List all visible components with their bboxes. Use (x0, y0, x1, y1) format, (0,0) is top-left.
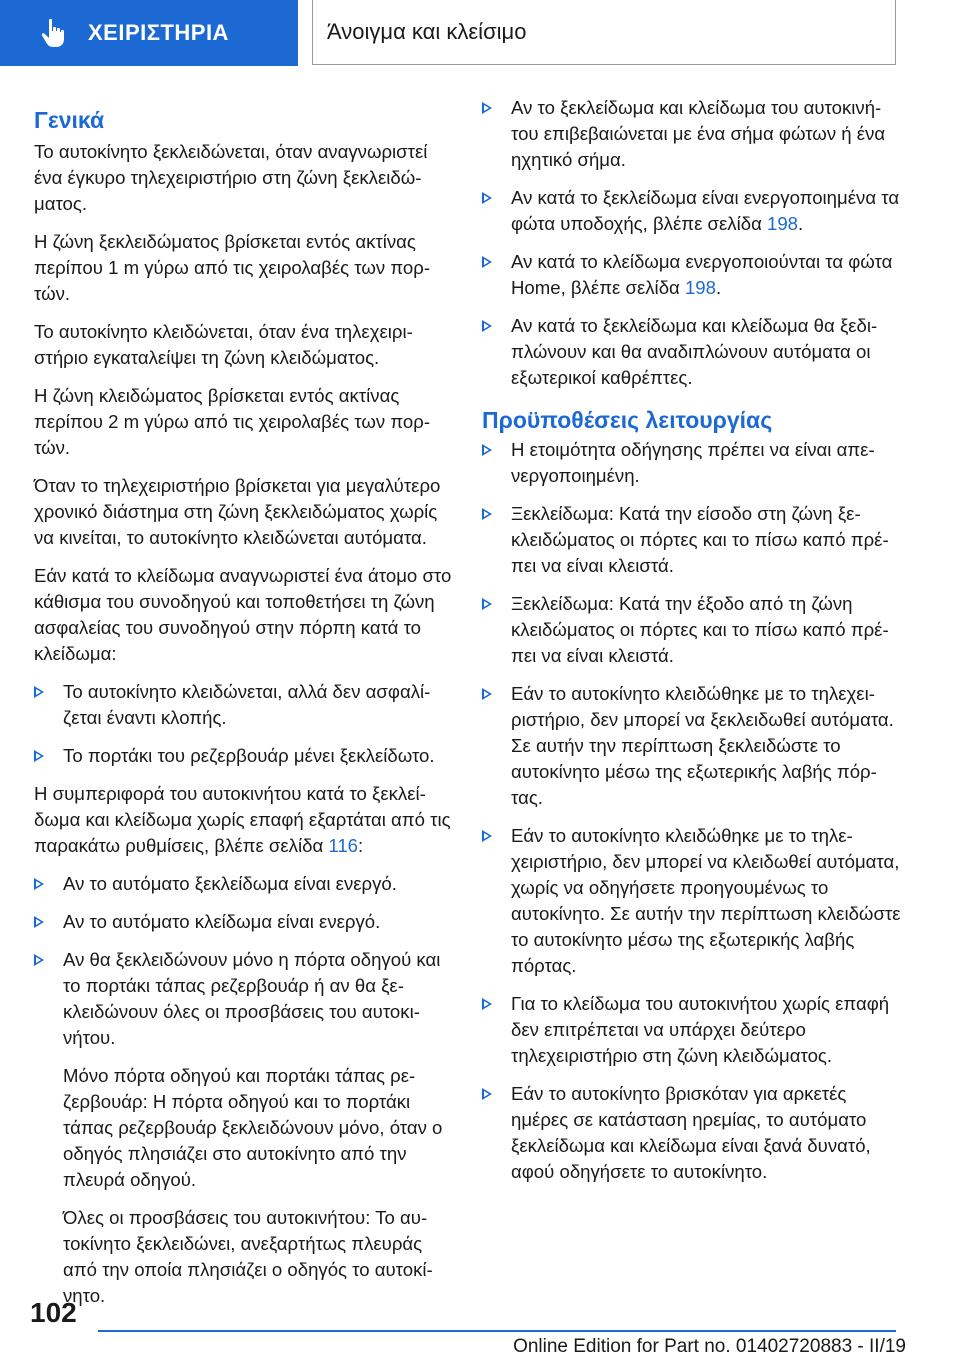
list-item-text: Εάν το αυτοκίνητο κλειδώθηκε με το τηλεχειριστήριο, δεν μπορεί να κλειδωθεί αυτόματα, χωρίς να οδηγήσετε προηγουμένως το αυτοκίνητο. Σε αυτήν την περίπτωση κλειδώστε το αυτοκίνητο μέσω της εξωτερικής λαβής πόρτας. (511, 825, 901, 976)
triangle-bullet-icon (482, 688, 492, 700)
page-link-116[interactable]: 116 (328, 835, 359, 856)
list-item (482, 991, 902, 1069)
list-item-text: Αν το αυτόματο κλείδωμα είναι ενεργό. (63, 911, 381, 932)
triangle-bullet-icon (482, 508, 492, 520)
triangle-bullet-icon (482, 1088, 492, 1100)
list-item (482, 591, 902, 669)
punctuation: . (716, 277, 722, 298)
bullet-list (482, 437, 902, 1185)
list-item-text: Αν κατά το ξεκλείδωμα και κλείδωμα θα ξεδιπλώνουν και θα αναδιπλώνουν αυτόματα οι εξωτερικοί καθρέπτες. (511, 315, 878, 388)
paragraph: Το αυτοκίνητο κλειδώνεται, όταν ένα τηλεχειριστήριο εγκαταλείψει τη ζώνη κλειδώματος. (34, 321, 413, 368)
list-item-text: Ξεκλείδωμα: Κατά την είσοδο στη ζώνη ξεκλειδώματος οι πόρτες και το πίσω καπό πρέπει να είναι κλειστά. (511, 503, 889, 576)
list-item (482, 313, 902, 391)
footer-edition: Online Edition for Part no. 01402720883 - II/19 (513, 1336, 906, 1357)
triangle-bullet-icon (482, 444, 492, 456)
list-item-text: Αν κατά το κλείδωμα ενεργοποιούνται τα φώτα Home, βλέπε σελίδα (511, 251, 893, 298)
left-column (34, 95, 454, 1321)
triangle-bullet-icon (482, 102, 492, 114)
bullet-list (482, 95, 902, 391)
triangle-bullet-icon (482, 256, 492, 268)
triangle-bullet-icon (34, 878, 44, 890)
punctuation: . (798, 213, 804, 234)
triangle-bullet-icon (34, 916, 44, 928)
paragraph: Όταν το τηλεχειριστήριο βρίσκεται για μεγαλύτερο χρονικό διάστημα στη ζώνη ξεκλειδώματος χωρίς να κινείται, το αυτοκίνητο κλειδώνεται αυτόματα. (34, 475, 441, 548)
section-title: Άνοιγμα και κλείσιμο (327, 19, 527, 44)
list-item-text: Αν το ξεκλείδωμα και κλείδωμα του αυτοκινήτου επιβεβαιώνεται με ένα σήμα φώτων ή ένα ηχητικό σήμα. (511, 97, 886, 170)
right-column (482, 95, 902, 1197)
triangle-bullet-icon (34, 954, 44, 966)
list-item (34, 909, 454, 935)
list-item (482, 185, 902, 237)
paragraph: Η ζώνη ξεκλειδώματος βρίσκεται εντός ακτίνας περίπου 1 m γύρω από τις χειρολαβές των πορτών. (34, 231, 431, 304)
triangle-bullet-icon (482, 998, 492, 1010)
list-item (482, 437, 902, 489)
triangle-bullet-icon (482, 598, 492, 610)
list-item-text: Η ετοιμότητα οδήγησης πρέπει να είναι απενεργοποιημένη. (511, 439, 875, 486)
page-link-198[interactable]: 198 (684, 277, 716, 298)
list-item-text: Για το κλείδωμα του αυτοκινήτου χωρίς επαφή δεν επιτρέπεται να υπάρχει δεύτερο τηλεχειριστήριο στη ζώνη κλειδώματος. (511, 993, 890, 1066)
bullet-list (34, 679, 454, 769)
chapter-title: ΧΕΙΡΙΣΤΗΡΙΑ (88, 20, 229, 45)
triangle-bullet-icon (482, 320, 492, 332)
list-item (34, 871, 454, 897)
list-item-text: Αν θα ξεκλειδώνουν μόνο η πόρτα οδηγού και το πορτάκι τάπας ρεζερβουάρ ή αν θα ξεκλειδώνουν όλες οι προσβάσεις του αυτοκινήτου. (63, 949, 441, 1048)
list-item (482, 1081, 902, 1185)
list-item-text: Το πορτάκι του ρεζερβουάρ μένει ξεκλείδωτο. (63, 745, 435, 766)
list-item (482, 823, 902, 979)
section-tab[interactable] (312, 0, 896, 65)
triangle-bullet-icon (34, 750, 44, 762)
page-number: 102 (30, 1297, 77, 1328)
hand-pointer-icon (36, 16, 70, 50)
paragraph: Εάν κατά το κλείδωμα αναγνωριστεί ένα άτομο στο κάθισμα του συνοδηγού και τοποθετήσει τη ζώνη ασφαλείας του συνοδηγού στην πόρπη κατά το κλείδωμα: (34, 565, 452, 664)
heading-general: Γενικά (34, 107, 105, 133)
list-item (482, 95, 902, 173)
sub-paragraph: Όλες οι προσβάσεις του αυτοκινήτου: Το αυτοκίνητο ξεκλειδώνει, ανεξαρτήτως πλευράς από την οποία πλησιάζει ο οδηγός το αυτοκίνητο. (63, 1207, 433, 1306)
paragraph: Η ζώνη κλειδώματος βρίσκεται εντός ακτίνας περίπου 2 m γύρω από τις χειρολαβές των πορτών. (34, 385, 431, 458)
list-item-text: Εάν το αυτοκίνητο βρισκόταν για αρκετές ημέρες σε κατάσταση ηρεμίας, το αυτόματο ξεκλείδωμα και κλείδωμα είναι ξανά δυνατό, αφού οδηγήσετε το αυτοκίνητο. (511, 1083, 871, 1182)
chapter-tab[interactable] (0, 0, 298, 66)
list-item-text: Ξεκλείδωμα: Κατά την έξοδο από τη ζώνη κλειδώματος οι πόρτες και το πίσω καπό πρέπει να είναι κλειστά. (511, 593, 889, 666)
list-item-text: Εάν το αυτοκίνητο κλειδώθηκε με το τηλεχειριστήριο, δεν μπορεί να ξεκλειδωθεί αυτόματα. Σε αυτήν την περίπτωση ξεκλειδώστε το αυτοκίνητο μέσω της εξωτερικής λαβής πόρτας. (511, 683, 894, 808)
triangle-bullet-icon (482, 192, 492, 204)
list-item (34, 947, 454, 1051)
list-item-text: Αν το αυτόματο ξεκλείδωμα είναι ενεργό. (63, 873, 397, 894)
list-item (34, 679, 454, 731)
list-item-text: Το αυτοκίνητο κλειδώνεται, αλλά δεν ασφαλίζεται έναντι κλοπής. (63, 681, 431, 728)
list-item-text: Αν κατά το ξεκλείδωμα είναι ενεργοποιημένα τα φώτα υποδοχής, βλέπε σελίδα (511, 187, 900, 234)
sub-paragraph: Μόνο πόρτα οδηγού και πορτάκι τάπας ρεζερβουάρ: Η πόρτα οδηγού και το πορτάκι τάπας ρεζερβουάρ ξεκλειδώνουν μόνο, όταν ο οδηγός πλησιάζει στο αυτοκίνητο από την πλευρά οδηγού. (63, 1065, 443, 1190)
list-item (482, 249, 902, 301)
heading-requirements: Προϋποθέσεις λειτουργίας (482, 407, 773, 433)
footer-divider (98, 1330, 896, 1332)
list-item (482, 681, 902, 811)
triangle-bullet-icon (482, 830, 492, 842)
paragraph: Το αυτοκίνητο ξεκλειδώνεται, όταν αναγνωριστεί ένα έγκυρο τηλεχειριστήριο στη ζώνη ξεκλειδώματος. (34, 141, 428, 214)
page-header (0, 0, 960, 70)
triangle-bullet-icon (34, 686, 44, 698)
list-item (482, 501, 902, 579)
paragraph-text: Η συμπεριφορά του αυτοκινήτου κατά το ξεκλείδωμα και κλείδωμα χωρίς επαφή εξαρτάται από τις παρακάτω ρυθμίσεις, βλέπε σελίδα (34, 783, 451, 856)
page-link-198[interactable]: 198 (767, 213, 799, 234)
punctuation: : (358, 835, 364, 856)
bullet-list (34, 871, 454, 1051)
paragraph (34, 781, 454, 859)
list-item (34, 743, 454, 769)
